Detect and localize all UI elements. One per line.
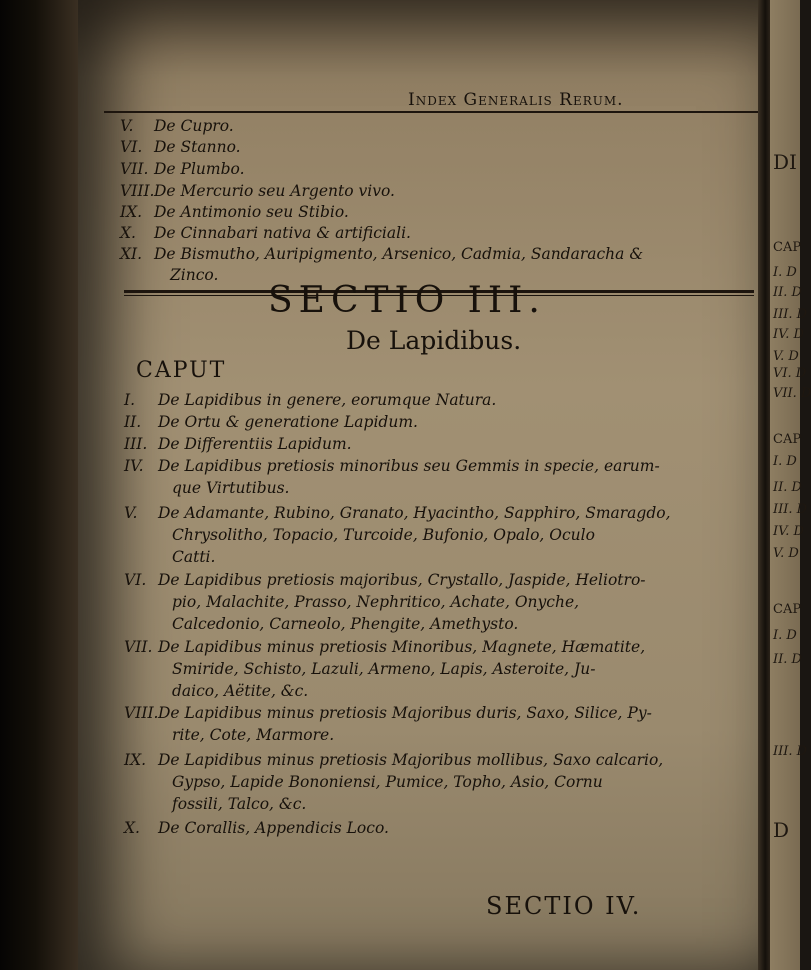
caput-text: De Adamante, Rubino, Granato, Hyacintho, Sapphiro, Smaragdo, (158, 504, 671, 522)
caput-text: De Lapidibus pretiosis majoribus, Crystallo, Jaspide, Heliotro- (158, 571, 646, 589)
entry-text: De Cinnabari nativa & artificiali. (154, 224, 411, 242)
facing-page-edge (770, 0, 811, 970)
entry-text: Zinco. (170, 266, 219, 284)
entry-text: De Cupro. (154, 117, 234, 135)
caput-line (124, 637, 645, 657)
caput-line (124, 703, 652, 723)
caput-text: De Lapidibus minus pretiosis Majoribus mollibus, Saxo calcario, (158, 751, 664, 769)
caput-line-continued (172, 547, 215, 567)
entry-text: De Antimonio seu Stibio. (154, 203, 349, 221)
caput-label: CAPUT (136, 358, 227, 383)
caput-text: daico, Aëtite, &c. (172, 682, 309, 700)
facing-page-fragment: CAP (773, 432, 802, 447)
entry-text: De Stanno. (154, 138, 241, 156)
entry-number: VI. (120, 138, 143, 156)
caput-number: IV. (124, 457, 144, 475)
caput-line (124, 818, 389, 838)
entry-number: V. (120, 117, 134, 135)
facing-page-fragment: III. D (773, 744, 808, 759)
entry-number: VII. (120, 160, 149, 178)
caput-text: Gypso, Lapide Bononiensi, Pumice, Topho, Asio, Cornu (172, 773, 603, 791)
entry-number: XI. (120, 245, 143, 263)
facing-page-fragment: IV. D (773, 524, 804, 539)
caput-text: Catti. (172, 548, 216, 566)
caput-number: VII. (124, 638, 153, 656)
facing-page-fragment: I. D (773, 265, 797, 280)
entry-number: X. (120, 224, 136, 242)
facing-page-fragment: VI. D (773, 366, 807, 381)
facing-page-fragment: DI (773, 150, 797, 174)
facing-page-fragment: CAP (773, 240, 802, 255)
entry-line (120, 223, 411, 243)
entry-line (120, 202, 349, 222)
caput-text: pio, Malachite, Prasso, Nephritico, Achate, Onyche, (172, 593, 580, 611)
caput-line-continued (172, 681, 308, 701)
book-gutter (758, 0, 770, 970)
caput-line-continued (172, 525, 595, 545)
entry-line (120, 244, 643, 264)
caput-line (124, 456, 660, 476)
caput-text: Chrysolitho, Topacio, Turcoide, Bufonio, Opalo, Oculo (172, 526, 595, 544)
caput-number: X. (124, 819, 140, 837)
facing-page-fragment: III. D (773, 502, 808, 517)
section-title: SECTIO III. (268, 280, 546, 321)
caput-text: De Corallis, Appendicis Loco. (158, 819, 389, 837)
caput-line (124, 503, 671, 523)
caput-line-continued (172, 478, 289, 498)
caput-number: VIII. (124, 704, 159, 722)
caput-line (124, 570, 646, 590)
entry-text: De Plumbo. (154, 160, 245, 178)
book-binding-shadow (0, 0, 78, 970)
caput-line (124, 412, 418, 432)
facing-page-fragment: III. D (773, 307, 808, 322)
caput-text: De Lapidibus in genere, eorumque Natura. (158, 391, 497, 409)
caput-text: De Differentiis Lapidum. (158, 435, 352, 453)
caput-line-continued (172, 772, 603, 792)
facing-page-fragment: II. D (773, 285, 802, 300)
entry-line (120, 159, 245, 179)
caput-text: De Lapidibus minus pretiosis Minoribus, Magnete, Hæmatite, (158, 638, 646, 656)
facing-page-fragment: I. D (773, 628, 797, 643)
caput-text: rite, Cote, Marmore. (172, 726, 335, 744)
facing-page-fragment: V. D (773, 349, 799, 364)
entry-line-continued (170, 265, 218, 285)
caput-number: I. (124, 391, 136, 409)
facing-page-fragment: IV. D (773, 327, 804, 342)
caput-number: II. (124, 413, 142, 431)
caput-number: III. (124, 435, 148, 453)
caput-text: que Virtutibus. (172, 479, 290, 497)
entry-line (120, 137, 241, 157)
page-header: Index Generalis Rerum. (408, 90, 624, 110)
caput-text: De Lapidibus pretiosis minoribus seu Gemmis in specie, earum- (158, 457, 660, 475)
caput-number: V. (124, 504, 138, 522)
caput-number: IX. (124, 751, 147, 769)
facing-page-fragment: CAP (773, 602, 802, 617)
entry-line (120, 116, 234, 136)
facing-page-fragment: I. D (773, 454, 797, 469)
caput-line-continued (172, 794, 306, 814)
facing-page-fragment: D (773, 818, 790, 842)
caput-text: De Ortu & generatione Lapidum. (158, 413, 418, 431)
entry-line (120, 181, 395, 201)
entry-number: IX. (120, 203, 143, 221)
caput-line (124, 750, 663, 770)
caput-line-continued (172, 725, 334, 745)
caput-line-continued (172, 659, 595, 679)
entry-number: VIII. (120, 182, 155, 200)
next-section-title: SECTIO IV. (486, 892, 642, 920)
caput-text: De Lapidibus minus pretiosis Majoribus duris, Saxo, Silice, Py- (158, 704, 652, 722)
caput-text: Smiride, Schisto, Lazuli, Armeno, Lapis, Asteroite, Ju- (172, 660, 596, 678)
caput-text: fossili, Talco, &c. (172, 795, 307, 813)
entry-text: De Bismutho, Auripigmento, Arsenico, Cadmia, Sandaracha & (154, 245, 644, 263)
facing-page-fragment: II. D (773, 480, 802, 495)
caput-line (124, 434, 352, 454)
caput-line (124, 390, 496, 410)
entry-text: De Mercurio seu Argento vivo. (154, 182, 395, 200)
caput-line-continued (172, 592, 579, 612)
section-subtitle: De Lapidibus. (346, 326, 522, 355)
caput-line-continued (172, 614, 518, 634)
facing-page-fragment: VII. D (773, 386, 811, 401)
header-rule (104, 111, 758, 113)
facing-page-fragment: V. D (773, 546, 799, 561)
caput-number: VI. (124, 571, 147, 589)
facing-page-fragment: II. D (773, 652, 802, 667)
caput-text: Calcedonio, Carneolo, Phengite, Amethysto. (172, 615, 519, 633)
